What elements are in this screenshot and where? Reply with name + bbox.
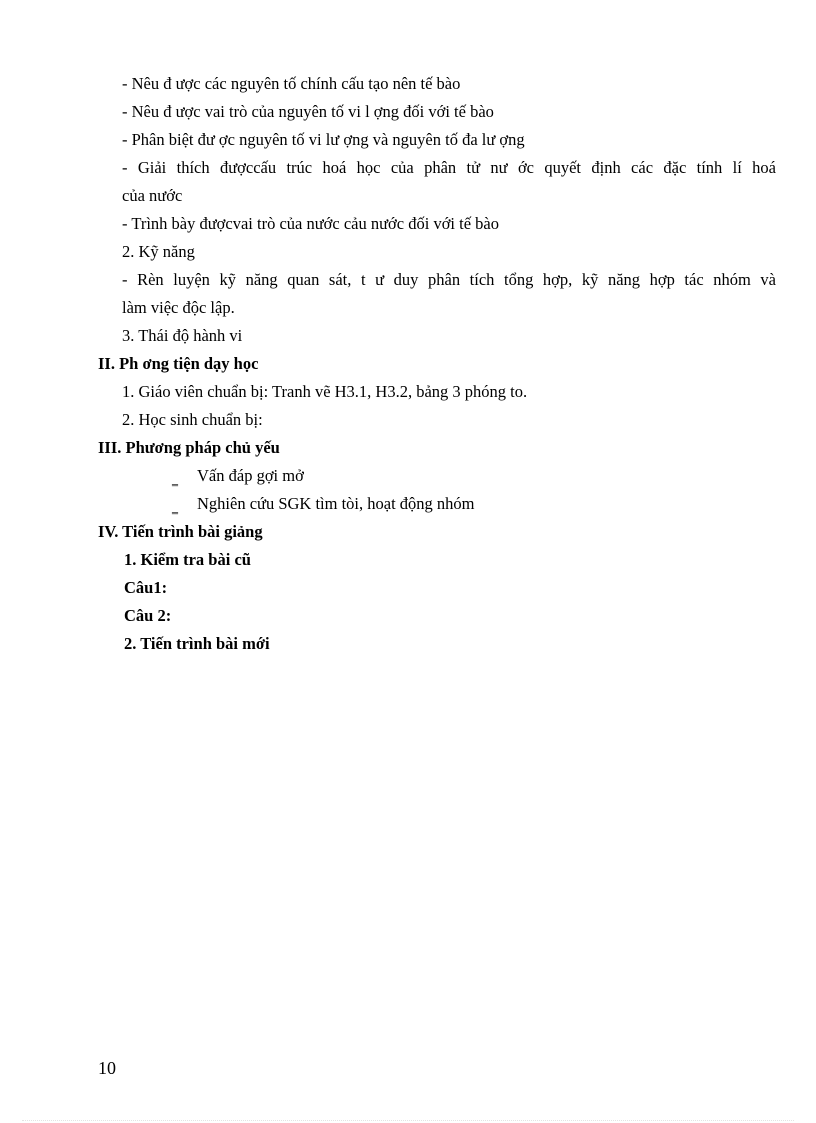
objective-explain-line-1: - Giải thích đượccấu trúc hoá học của phân tử nư ớc quyết định các đặc tính lí hoá: [122, 158, 776, 177]
method-bullet-2: ‗: [172, 500, 178, 514]
teacher-preparation: 1. Giáo viên chuẩn bị: Tranh vẽ H3.1, H3.2, bảng 3 phóng to.: [122, 382, 528, 401]
student-preparation: 2. Học sinh chuẩn bị:: [122, 410, 263, 429]
section-2-heading: II. Ph ơng tiện dạy học: [98, 354, 259, 373]
objective-line-1: - Nêu đ ược các nguyên tố chính cấu tạo nên tế bào: [122, 74, 461, 93]
method-bullet-1: ‗: [172, 472, 178, 486]
check-old-lesson: 1. Kiểm tra bài cũ: [124, 550, 251, 569]
page-number: 10: [98, 1058, 116, 1078]
skills-line-2: làm việc độc lập.: [122, 298, 235, 317]
skills-line-1: - Rèn luyện kỹ năng quan sát, t ư duy phân tích tổng hợp, kỹ năng hợp tác nhóm và: [122, 270, 776, 289]
question-2: Câu 2:: [124, 606, 172, 625]
section-3-heading: III. Phương pháp chủ yếu: [98, 438, 280, 457]
method-item-2: Nghiên cứu SGK tìm tòi, hoạt động nhóm: [197, 494, 475, 513]
objective-line-3: - Phân biệt đư ợc nguyên tố vi lư ợng và nguyên tố đa lư ợng: [122, 130, 525, 149]
section-4-heading: IV. Tiến trình bài giảng: [98, 522, 263, 541]
question-1: Câu1:: [124, 578, 168, 597]
method-item-1: Vấn đáp gợi mở: [197, 466, 304, 485]
objective-present: - Trình bày đượcvai trò của nước cảu nước đối với tế bào: [122, 214, 499, 233]
objective-line-2: - Nêu đ ược vai trò của nguyên tố vi l ợng đối với tế bào: [122, 102, 494, 121]
attitude-heading: 3. Thái độ hành vi: [122, 326, 243, 345]
skills-heading: 2. Kỹ năng: [122, 242, 195, 261]
objective-explain-line-2: của nước: [122, 186, 183, 205]
new-lesson-heading: 2. Tiến trình bài mới: [124, 634, 270, 653]
footer-divider: [22, 1120, 794, 1121]
